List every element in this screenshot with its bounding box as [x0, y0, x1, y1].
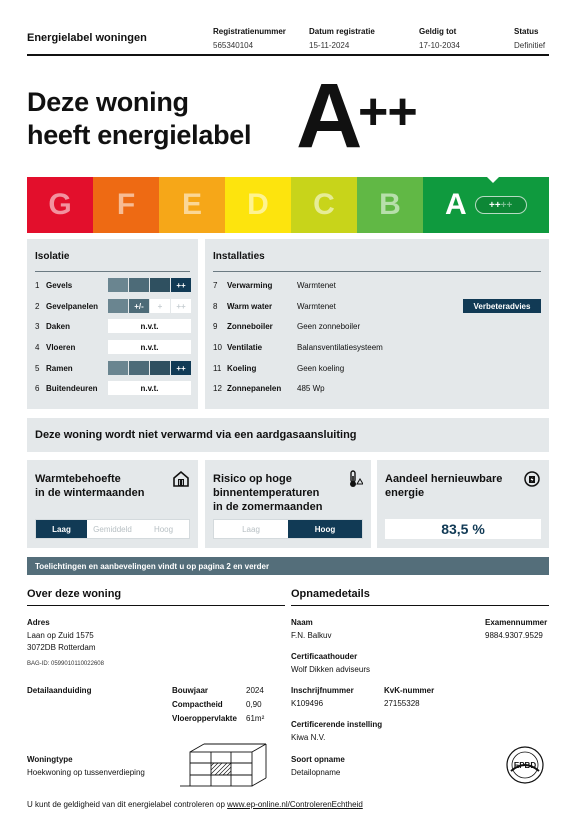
risico-title-line-1: Risico op hoge — [213, 473, 292, 485]
installatie-row — [213, 299, 541, 313]
detail-label: Detailaanduiding — [27, 686, 92, 695]
valid-until-label: Geldig tot — [419, 27, 457, 36]
installaties-title: Installaties — [213, 251, 265, 262]
scale-letter: B — [379, 188, 401, 221]
rating-cell — [150, 278, 170, 292]
woningtype-label: Woningtype — [27, 755, 73, 764]
warmtebehoefte-panel — [27, 460, 198, 548]
scale-class-e — [159, 177, 225, 233]
verbeteradvies-button[interactable]: Verbeteradvies — [463, 299, 541, 313]
rating-cell: ++ — [171, 299, 191, 313]
installaties-panel — [205, 239, 549, 409]
valid-until — [419, 27, 460, 50]
row-number: 11 — [213, 363, 222, 373]
scale-class-b — [357, 177, 423, 233]
isolatie-row — [35, 340, 190, 354]
verification-link[interactable]: www.ep-online.nl/ControlerenEchtheid — [227, 800, 363, 809]
isolatie-row — [35, 361, 190, 375]
installatie-row — [213, 340, 541, 354]
plus-indicator-off: ++ — [500, 199, 513, 211]
rating-cell — [129, 361, 149, 375]
renewable-energy-icon — [523, 470, 541, 488]
hernieuwbaar-title-line-1: Aandeel hernieuwbare — [385, 473, 503, 485]
rating-cell — [108, 361, 128, 375]
scale-letter: C — [313, 188, 335, 221]
building-icon — [180, 740, 280, 790]
isolatie-row — [35, 278, 190, 292]
instelling-value: Kiwa N.V. — [291, 733, 326, 742]
woningtype-value: Hoekwoning op tussenverdieping — [27, 768, 145, 777]
scale-option: Laag — [242, 524, 260, 534]
valid-until-value: 17-10-2034 — [419, 41, 460, 50]
row-label: Zonneboiler — [227, 321, 273, 331]
rating-cell: + — [150, 299, 170, 313]
headline — [27, 86, 251, 152]
footer-text: U kunt de geldigheid van dit energielabel controleren op — [27, 800, 228, 809]
energy-scale — [27, 177, 549, 233]
row-number: 8 — [213, 301, 218, 311]
row-number: 7 — [213, 280, 218, 290]
risico-title-line-2: binnentemperaturen — [213, 487, 320, 499]
certificaathouder-label: Certificaathouder — [291, 652, 358, 661]
installatie-row — [213, 381, 541, 395]
scale-letter: A — [445, 188, 467, 221]
compactheid-label: Compactheid — [172, 700, 223, 709]
kvk-value: 27155328 — [384, 699, 420, 708]
scale-option: Hoog — [153, 524, 174, 534]
scale-class-a — [423, 177, 549, 233]
compactheid-value: 0,90 — [246, 700, 262, 709]
examennummer-value: 9884.9307.9529 — [485, 631, 543, 640]
scale-letter: E — [181, 188, 202, 221]
divider — [291, 605, 549, 606]
active-marker — [487, 177, 499, 183]
risico-scale — [213, 519, 363, 539]
scale-option: Laag — [36, 520, 87, 538]
rating-cell — [150, 361, 170, 375]
row-number: 10 — [213, 342, 222, 352]
registration-date-value: 15-11-2024 — [309, 41, 350, 50]
row-number: 4 — [35, 342, 40, 352]
rating-bar — [108, 361, 191, 375]
footer — [27, 800, 363, 809]
soort-opname-value: Detailopname — [291, 768, 341, 777]
row-label: Buitendeuren — [46, 383, 98, 393]
registration-number-label: Registratienummer — [213, 27, 286, 36]
scale-letter: D — [247, 188, 269, 221]
registration-date-label: Datum registratie — [309, 27, 375, 36]
scale-letter: F — [116, 188, 136, 221]
row-label: Warm water — [227, 301, 273, 311]
row-label: Ventilatie — [227, 342, 263, 352]
divider — [213, 271, 541, 272]
scale-class-d — [225, 177, 291, 233]
row-value: Geen zonneboiler — [297, 321, 361, 331]
row-label: Gevels — [46, 280, 73, 290]
over-woning-title: Over deze woning — [27, 588, 122, 600]
row-label: Ramen — [46, 363, 73, 373]
scale-class-c — [291, 177, 357, 233]
row-label: Verwarming — [227, 280, 273, 290]
registration-number — [213, 27, 286, 50]
opnamedetails-title: Opnamedetails — [291, 588, 370, 600]
scale-option: Gemiddeld — [93, 524, 132, 534]
rating-cell — [129, 278, 149, 292]
row-value: Balansventilatiesysteem — [297, 342, 383, 352]
rating-cell — [108, 278, 128, 292]
rating-bar — [108, 299, 191, 313]
naam-value: F.N. Balkuv — [291, 631, 332, 640]
hernieuwbaar-title-line-2: energie — [385, 487, 425, 499]
row-label: Gevelpanelen — [46, 301, 99, 311]
renewable-share-value: 83,5 % — [385, 519, 541, 539]
scale-letter: G — [48, 188, 72, 221]
row-number: 12 — [213, 383, 222, 393]
scale-option: Hoog — [288, 520, 362, 538]
naam-label: Naam — [291, 618, 313, 627]
hernieuwbaar-panel — [377, 460, 549, 548]
risico-title-line-3: in de zomermaanden — [213, 501, 323, 513]
address-line-1: Laan op Zuid 1575 — [27, 631, 94, 640]
thermometer-icon — [345, 470, 363, 488]
inschrijfnummer-label: Inschrijfnummer — [291, 686, 354, 695]
scale-class-g — [27, 177, 93, 233]
headline-line-2: heeft energielabel — [27, 120, 252, 150]
registration-number-value: 565340104 — [213, 41, 254, 50]
epbd-logo — [505, 745, 545, 785]
rating-cell: ++ — [171, 278, 191, 292]
warmtebehoefte-scale — [35, 519, 190, 539]
not-applicable-box: n.v.t. — [108, 381, 191, 395]
divider — [35, 271, 190, 272]
row-label: Koeling — [227, 363, 257, 373]
isolatie-row — [35, 319, 190, 333]
row-number: 6 — [35, 383, 40, 393]
installatie-row — [213, 278, 541, 292]
vloeroppervlakte-value: 61m² — [246, 714, 265, 723]
row-value: Geen koeling — [297, 363, 345, 373]
row-label: Zonnepanelen — [227, 383, 282, 393]
bouwjaar-label: Bouwjaar — [172, 686, 209, 695]
installatie-row — [213, 361, 541, 375]
installatie-row — [213, 319, 541, 333]
document-title: Energielabel woningen — [27, 32, 147, 44]
rating-cell: +/- — [129, 299, 149, 313]
row-value: Warmtenet — [297, 280, 336, 290]
risico-panel — [205, 460, 371, 548]
not-applicable-box: n.v.t. — [108, 319, 191, 333]
bouwjaar-value: 2024 — [246, 686, 264, 695]
isolatie-row — [35, 299, 190, 313]
not-applicable-box: n.v.t. — [108, 340, 191, 354]
document-header — [27, 24, 549, 56]
house-icon — [172, 470, 190, 488]
status-value: Definitief — [514, 41, 546, 50]
certificaathouder-value: Wolf Dikken adviseurs — [291, 665, 370, 674]
row-number: 5 — [35, 363, 40, 373]
bag-id: BAG-ID: 0599010110022608 — [27, 661, 104, 667]
isolatie-title: Isolatie — [35, 251, 70, 262]
scale-class-f — [93, 177, 159, 233]
headline-line-1: Deze woning — [27, 87, 189, 117]
energy-label-letter: A — [296, 65, 360, 167]
row-label: Daken — [46, 321, 71, 331]
instelling-label: Certificerende instelling — [291, 720, 383, 729]
energy-label-big — [296, 65, 417, 167]
isolatie-panel — [27, 239, 198, 409]
address-line-2: 3072DB Rotterdam — [27, 643, 96, 652]
kvk-label: KvK-nummer — [384, 686, 435, 695]
registration-date — [309, 27, 375, 50]
energy-label-plus: ++ — [358, 83, 417, 141]
warmtebehoefte-title-line-2: in de wintermaanden — [35, 487, 145, 499]
status — [514, 27, 545, 50]
isolatie-row — [35, 381, 190, 395]
rating-cell — [108, 299, 128, 313]
row-label: Vloeren — [46, 342, 76, 352]
plus-indicator-on: ++ — [488, 199, 501, 211]
plus-indicator — [475, 196, 527, 214]
divider — [27, 605, 285, 606]
row-number: 1 — [35, 280, 40, 290]
epbd-logo-text: EPBD — [513, 761, 537, 770]
row-number: 2 — [35, 301, 40, 311]
rating-bar — [108, 278, 191, 292]
soort-opname-label: Soort opname — [291, 755, 345, 764]
info-bar: Toelichtingen en aanbevelingen vindt u op pagina 2 en verder — [27, 557, 549, 575]
row-value: Warmtenet — [297, 301, 336, 311]
vloeroppervlakte-label: Vloeroppervlakte — [172, 714, 237, 723]
row-number: 3 — [35, 321, 40, 331]
examennummer-label: Examennummer — [485, 618, 548, 627]
status-label: Status — [514, 27, 539, 36]
row-number: 9 — [213, 321, 218, 331]
row-value: 485 Wp — [297, 383, 325, 393]
inschrijfnummer-value: K109496 — [291, 699, 324, 708]
gas-banner: Deze woning wordt niet verwarmd via een aardgasaansluiting — [27, 418, 549, 452]
warmtebehoefte-title-line-1: Warmtebehoefte — [35, 473, 121, 485]
rating-cell: ++ — [171, 361, 191, 375]
address-label: Adres — [27, 618, 50, 627]
